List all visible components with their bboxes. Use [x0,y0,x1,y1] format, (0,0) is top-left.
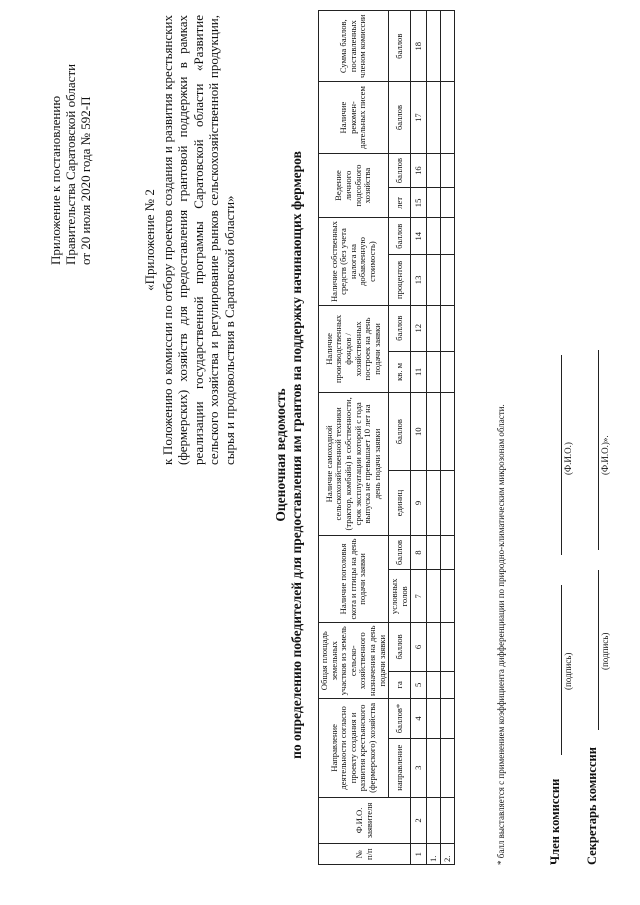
column-number: 3 [411,738,427,797]
statement-subtitle: по определению победителей для предоставления им грантов на поддержку начинающих фермеров [289,151,304,759]
cell [427,570,441,623]
cell [427,471,441,535]
appendix-line-2: Правительства Саратовской области [63,63,78,265]
column-number: 8 [411,535,427,570]
column-number: 7 [411,570,427,623]
sub-direction-points: баллов* [389,699,411,739]
column-number: 15 [411,188,427,218]
appendix-line-3: от 20 июля 2020 года № 592-П [78,96,93,265]
cell [441,535,455,570]
member-signature-line [560,585,562,755]
cell [427,699,441,739]
cell [441,699,455,739]
column-number: 18 [411,11,427,82]
table-row [427,11,441,865]
cell [441,738,455,797]
column-number: 6 [411,623,427,671]
sub-livestock-points: баллов [389,535,411,570]
header-direction: Направление деятельности согласно проекту создания и развития крестьянского (фермерского) хозяйства [319,699,389,797]
secretary-name-caption: (Ф.И.О.)». [600,435,610,475]
cell [427,797,441,844]
column-number: 9 [411,471,427,535]
row-number: 1. [427,844,441,865]
cell [441,153,455,188]
evaluation-table [318,10,455,865]
cell [441,351,455,392]
cell [427,255,441,306]
header-facilities: Наличие производственных фондов / хозяйственных построек на день подачи заявки [319,305,389,392]
table-row [441,11,455,865]
cell [441,671,455,699]
column-number: 14 [411,218,427,255]
cell [441,471,455,535]
cell [427,11,441,82]
cell [427,305,441,351]
sub-facilities-points: баллов [389,305,411,351]
regulation-title: «Приложение № 2 [142,189,157,291]
statement-title: Оценочная ведомость [273,388,288,522]
sub-subsidiary-points: баллов [389,153,411,188]
cell [441,393,455,471]
cell [441,305,455,351]
cell [441,255,455,306]
column-number: 4 [411,699,427,739]
sub-funds-points: баллов [389,218,411,255]
sub-machinery-unit: единиц [389,471,411,535]
cell [441,570,455,623]
column-number: 16 [411,153,427,188]
column-number-row [411,11,427,865]
column-number: 17 [411,82,427,153]
appendix-header [48,15,93,265]
header-land: Общая площадь земельных участков из земель сельско-хозяйственного назначения на день подачи заявки [319,623,389,699]
sub-subsidiary-unit: лет [389,188,411,218]
row-number: 2. [441,844,455,865]
secretary-signature-line [597,570,599,730]
secretary-signature-caption: (подпись) [600,632,610,670]
sub-sum-points: баллов [389,11,411,82]
cell [441,188,455,218]
sub-facilities-unit: кв. м [389,351,411,392]
regulation-text: к Положению о комиссии по отбору проектов создания и развития крестьянских (фермерских) хозяйств для предоставления грантовой поддержки в рамках реализации государственной программы Саратовской области «Развитие сельского хозяйства и регулирование рынков сельскохозяйственной продукции, сырья и продовольствия в Саратовской области» [159,15,237,465]
sub-machinery-points: баллов [389,393,411,471]
header-letters: Наличие рекомен-дательных писем [319,82,389,153]
column-number: 11 [411,351,427,392]
header-subsidiary: Ведение личного подсобного хозяйства [319,153,389,218]
member-name-caption: (Ф.И.О.) [563,442,573,475]
column-number: 13 [411,255,427,306]
header-livestock: Наличие поголовья скота и птицы на день подачи заявки [319,535,389,623]
column-number: 2 [411,797,427,844]
column-number: 1 [411,844,427,865]
member-name-line [560,355,562,555]
cell [427,623,441,671]
column-number: 10 [411,393,427,471]
sub-land-points: баллов [389,623,411,671]
cell [427,738,441,797]
cell [427,535,441,570]
statement-heading [273,55,305,855]
cell [427,153,441,188]
cell [441,218,455,255]
secretary-name-line [597,350,599,550]
sub-land-unit: га [389,671,411,699]
cell [441,11,455,82]
sub-livestock-unit: условных голов [389,570,411,623]
cell [427,393,441,471]
footnote: * балл выставляется с применением коэффициента дифференциации по природно-климатическим микрозонам области. [496,404,506,865]
header-funds: Наличие собственных средств (без учета налога на добавленную стоимость) [319,218,389,305]
cell [427,218,441,255]
member-label: Член комиссии [548,778,562,865]
cell [427,188,441,218]
column-number: 5 [411,671,427,699]
column-number: 12 [411,305,427,351]
cell [441,82,455,153]
sub-funds-unit: процентов [389,255,411,306]
cell [441,623,455,671]
secretary-label: Секретарь комиссии [585,747,599,865]
cell [427,82,441,153]
sub-letters-points: баллов [389,82,411,153]
regulation-reference [142,15,237,465]
member-signature-caption: (подпись) [563,652,573,690]
header-machinery: Наличие самоходной сельскохозяйственной техники (трактор, комбайн) в собственности, срок эксплуатации которой с года выпуска не превышает 10 лет на день подачи заявки [319,393,389,536]
cell [427,671,441,699]
sub-direction-name: направление [389,738,411,797]
cell [441,797,455,844]
header-no: № п/п [319,844,411,865]
appendix-line-1: Приложение к постановлению [48,95,63,265]
header-fio: Ф.И.О. заявителя [319,797,411,844]
header-sum: Сумма баллов, поставленных членом комиссии [319,11,389,82]
cell [427,351,441,392]
